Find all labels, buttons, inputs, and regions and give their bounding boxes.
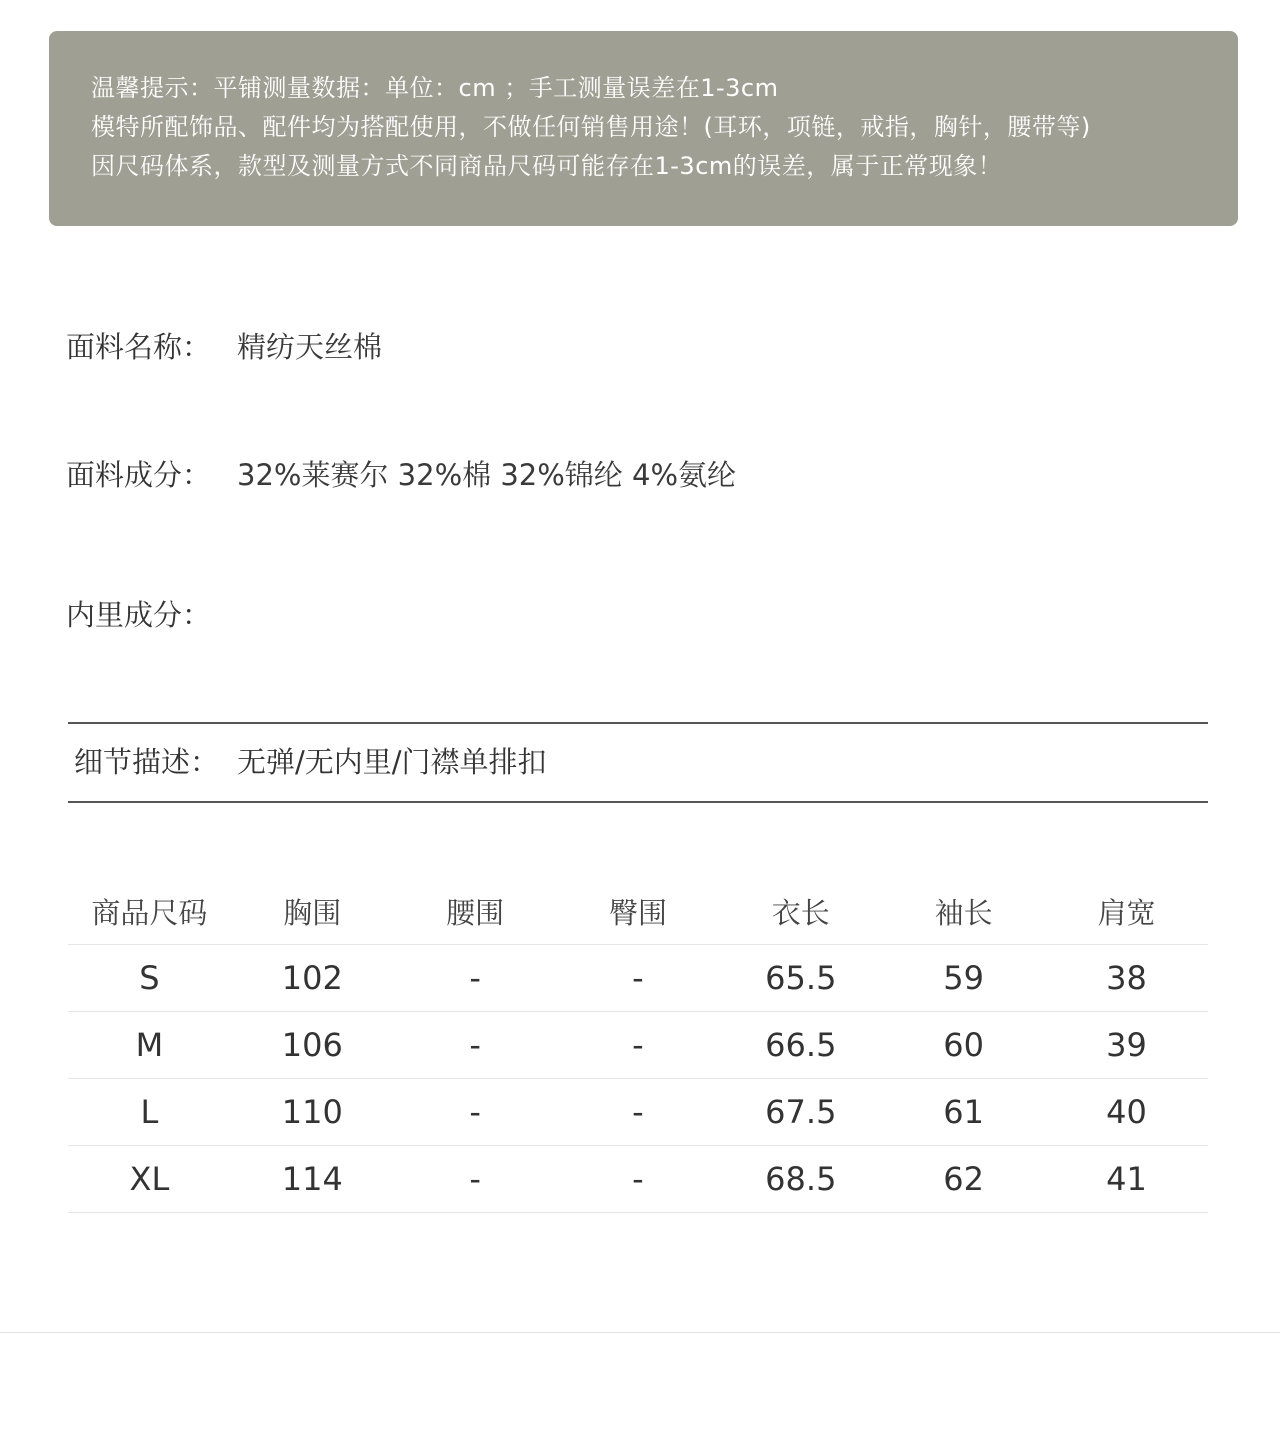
detail-top-rule [68, 722, 1208, 724]
table-row [68, 945, 1208, 1012]
notice-line: 因尺码体系，款型及测量方式不同商品尺码可能存在1-3cm的误差，属于正常现象！ [91, 152, 1003, 180]
fabric-name-value: 精纺天丝棉 [237, 330, 383, 364]
cell-waist: - [394, 1146, 557, 1213]
fabric-composition-label: 面料成分： [66, 458, 212, 492]
size-table-header-row [68, 878, 1208, 945]
lining-composition-label: 内里成分： [66, 598, 212, 632]
cell-waist: - [394, 1012, 557, 1079]
size-table [68, 878, 1208, 1213]
header-length: 衣长 [719, 878, 882, 945]
header-chest: 胸围 [231, 878, 394, 945]
detail-row [74, 740, 547, 781]
cell-hip: - [557, 1079, 720, 1146]
notice-box [49, 31, 1238, 226]
cell-sleeve: 60 [882, 1012, 1045, 1079]
cell-hip: - [557, 1146, 720, 1213]
cell-chest: 106 [231, 1012, 394, 1079]
cell-shoulder: 38 [1045, 945, 1208, 1012]
cell-chest: 102 [231, 945, 394, 1012]
detail-bottom-rule [68, 801, 1208, 803]
lining-composition-row [66, 593, 237, 634]
cell-hip: - [557, 1012, 720, 1079]
header-hip: 臀围 [557, 878, 720, 945]
cell-length: 67.5 [719, 1079, 882, 1146]
table-row [68, 1012, 1208, 1079]
cell-shoulder: 41 [1045, 1146, 1208, 1213]
cell-length: 68.5 [719, 1146, 882, 1213]
header-sleeve: 袖长 [882, 878, 1045, 945]
table-row [68, 1079, 1208, 1146]
fabric-composition-value: 32%莱赛尔 32%棉 32%锦纶 4%氨纶 [237, 458, 737, 492]
cell-shoulder: 39 [1045, 1012, 1208, 1079]
header-shoulder: 肩宽 [1045, 878, 1208, 945]
header-waist: 腰围 [394, 878, 557, 945]
cell-chest: 110 [231, 1079, 394, 1146]
header-size: 商品尺码 [68, 878, 231, 945]
fabric-composition-row [66, 453, 736, 494]
cell-length: 66.5 [719, 1012, 882, 1079]
table-row [68, 1146, 1208, 1213]
cell-waist: - [394, 1079, 557, 1146]
notice-line: 模特所配饰品、配件均为搭配使用，不做任何销售用途！(耳环，项链，戒指，胸针，腰带等) [91, 113, 1091, 141]
cell-sleeve: 62 [882, 1146, 1045, 1213]
cell-chest: 114 [231, 1146, 394, 1213]
cell-size: L [68, 1079, 231, 1146]
cell-hip: - [557, 945, 720, 1012]
cell-waist: - [394, 945, 557, 1012]
notice-line: 温馨提示：平铺测量数据：单位：cm ；手工测量误差在1-3cm [91, 74, 779, 102]
cell-size: XL [68, 1146, 231, 1213]
fabric-name-label: 面料名称： [66, 330, 212, 364]
cell-length: 65.5 [719, 945, 882, 1012]
cell-size: M [68, 1012, 231, 1079]
fabric-name-row [66, 325, 382, 366]
detail-value: 无弹/无内里/门襟单排扣 [237, 745, 547, 779]
cell-sleeve: 59 [882, 945, 1045, 1012]
cell-size: S [68, 945, 231, 1012]
cell-sleeve: 61 [882, 1079, 1045, 1146]
detail-label: 细节描述： [74, 745, 220, 779]
bottom-divider [0, 1332, 1280, 1333]
cell-shoulder: 40 [1045, 1079, 1208, 1146]
